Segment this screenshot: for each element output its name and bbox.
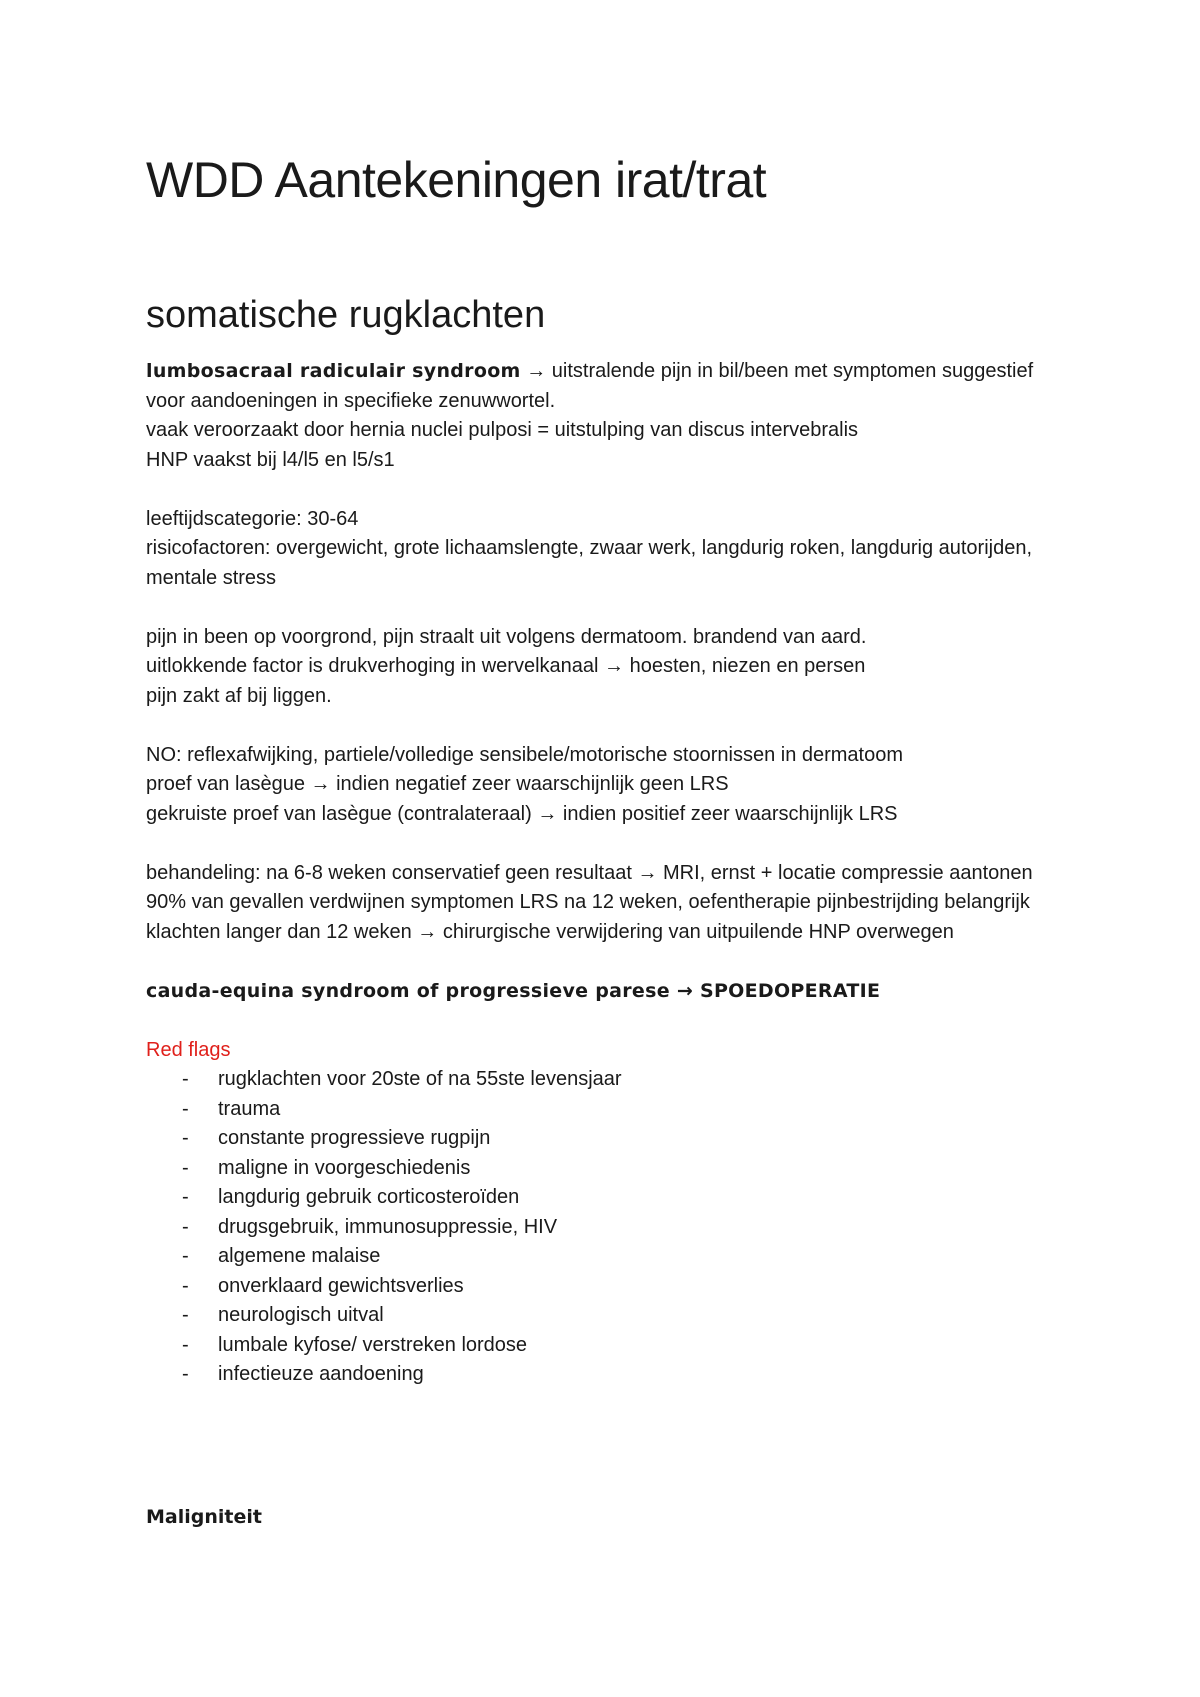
spacer <box>146 475 1076 505</box>
bullet-dash: - <box>182 1186 189 1208</box>
list-item: - maligne in voorgeschiedenis <box>146 1154 1076 1184</box>
red-flags-list <box>146 1065 1076 1390</box>
list-item: - onverklaard gewichtsverlies <box>146 1272 1076 1302</box>
bullet-dash: - <box>182 1333 189 1356</box>
lrs-description: → uitstralende pijn in bil/been met symptomen suggestief voor aandoeningen in specifieke zenuwwortel. <box>146 360 1034 412</box>
body-text <box>146 357 1076 1390</box>
list-item: - infectieuze aandoening <box>146 1360 1076 1390</box>
lrs-paragraph <box>146 357 1076 416</box>
bullet-dash: - <box>182 1127 189 1149</box>
bullet-dash: - <box>182 1068 189 1090</box>
lrs-cause: vaak veroorzaakt door hernia nuclei pulposi = uitstulping van discus intervebralis <box>146 419 859 441</box>
bullet-dash: - <box>182 1274 189 1297</box>
document-title: WDD Aantekeningen irat/trat <box>146 152 767 208</box>
exam-findings: NO: reflexafwijking, partiele/volledige sensibele/motorische stoornissen in dermatoom <box>146 743 904 766</box>
crossed-lasegue-test: gekruiste proef van lasègue (contralateraal) → indien positief zeer waarschijnlijk LRS <box>146 802 898 825</box>
list-item: - drugsgebruik, immunosuppressie, HIV <box>146 1213 1076 1243</box>
lrs-term: lumbosacraal radiculair syndroom <box>146 360 521 382</box>
list-item: - algemene malaise <box>146 1242 1076 1272</box>
spacer <box>146 1006 1076 1036</box>
bullet-dash: - <box>182 1215 189 1238</box>
bullet-dash: - <box>182 1245 189 1267</box>
age-category: leeftijdscategorie: 30-64 <box>146 507 359 530</box>
cauda-equina-text: cauda-equina syndroom of progressieve parese → SPOEDOPERATIE <box>146 979 881 1002</box>
treatment-recovery: 90% van gevallen verdwijnen symptomen LRS na 12 weken, oefentherapie pijnbestrijding belangrijk <box>146 891 1030 913</box>
red-flags-heading: Red flags <box>146 1038 231 1061</box>
bullet-dash: - <box>182 1363 189 1385</box>
bullet-dash: - <box>182 1156 189 1179</box>
list-item: - constante progressieve rugpijn <box>146 1124 1076 1154</box>
maligniteit-heading: Maligniteit <box>146 1506 262 1528</box>
treatment-mri: behandeling: na 6-8 weken conservatief geen resultaat → MRI, ernst + locatie compressie aantonen <box>146 861 1033 884</box>
section-title: somatische rugklachten <box>146 294 546 336</box>
list-item: - lumbale kyfose/ verstreken lordose <box>146 1331 1076 1361</box>
pain-description: pijn in been op voorgrond, pijn straalt uit volgens dermatoom. brandend van aard. <box>146 625 867 648</box>
list-item: - neurologisch uitval <box>146 1301 1076 1331</box>
spacer <box>146 593 1076 623</box>
list-item: - langdurig gebruik corticosteroïden <box>146 1183 1076 1213</box>
pain-relief: pijn zakt af bij liggen. <box>146 684 332 707</box>
pain-trigger: uitlokkende factor is drukverhoging in wervelkanaal → hoesten, niezen en persen <box>146 655 866 677</box>
bullet-dash: - <box>182 1304 189 1326</box>
cauda-equina-note <box>146 977 1076 1007</box>
bullet-dash: - <box>182 1097 189 1120</box>
spacer <box>146 947 1076 977</box>
spacer <box>146 711 1076 741</box>
treatment-surgery: klachten langer dan 12 weken → chirurgische verwijdering van uitpuilende HNP overwegen <box>146 920 954 943</box>
risk-factors: risicofactoren: overgewicht, grote lichaamslengte, zwaar werk, langdurig roken, langdurig autorijden, mentale stress <box>146 537 1033 589</box>
list-item: - rugklachten voor 20ste of na 55ste levensjaar <box>146 1065 1076 1095</box>
spacer <box>146 829 1076 859</box>
lrs-location: HNP vaakst bij l4/l5 en l5/s1 <box>146 448 395 471</box>
lasegue-test: proef van lasègue → indien negatief zeer waarschijnlijk geen LRS <box>146 773 729 795</box>
list-item: - trauma <box>146 1095 1076 1125</box>
